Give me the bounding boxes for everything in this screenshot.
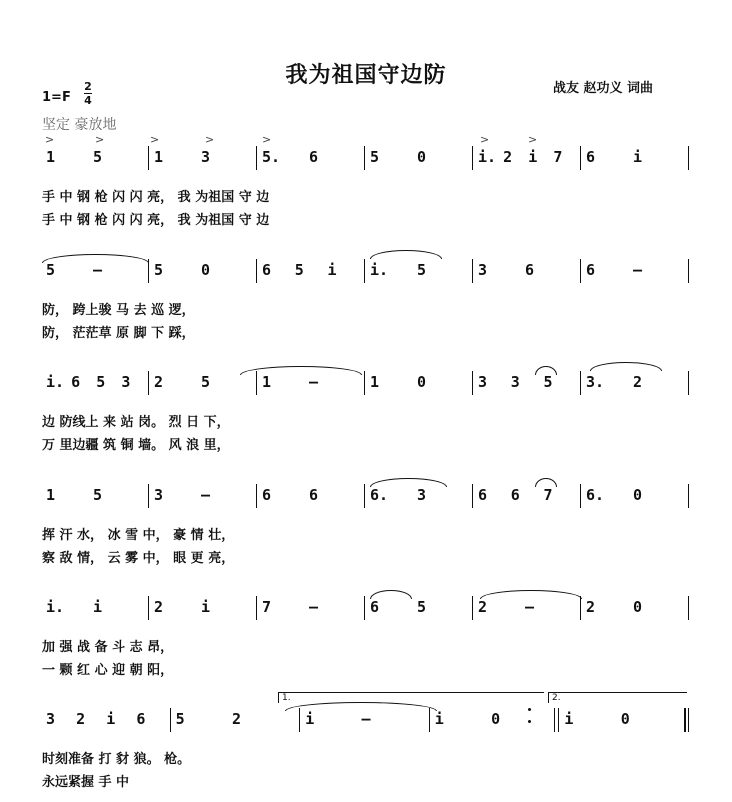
note: 1	[46, 148, 56, 166]
barline	[148, 596, 149, 620]
note: 5	[92, 148, 102, 166]
barline	[364, 371, 365, 395]
note: 3	[478, 261, 488, 279]
note: 7	[553, 148, 563, 166]
barline	[256, 484, 257, 508]
barline	[256, 259, 257, 283]
accent-mark: >	[480, 133, 490, 146]
barline	[472, 371, 473, 395]
note: —	[92, 261, 102, 279]
barline-double	[684, 708, 686, 732]
note: 2	[478, 598, 488, 616]
barline	[472, 596, 473, 620]
barline	[256, 146, 257, 170]
note: 0	[620, 710, 630, 728]
barline	[580, 259, 581, 283]
note: 3	[200, 148, 210, 166]
barline	[429, 708, 430, 732]
barline	[688, 371, 689, 395]
note: 5	[416, 261, 426, 279]
repeat-dot	[528, 720, 531, 723]
note: 1	[154, 148, 164, 166]
note: i	[305, 710, 315, 728]
note: 5	[175, 710, 185, 728]
lyric-line-2: 察 敌 情， 云 雾 中， 眼 更 亮，	[42, 551, 235, 566]
note: 6	[308, 148, 318, 166]
barline	[688, 596, 689, 620]
note: 2	[586, 598, 596, 616]
barline	[148, 484, 149, 508]
volta-first: 1.	[278, 692, 544, 703]
lyric-line-2: 手 中 钢 枪 闪 闪 亮， 我 为祖国 守 边	[42, 213, 270, 228]
lyric-line-2: 永远紧握 手 中	[42, 775, 130, 790]
note: i	[327, 261, 337, 279]
tie-slur	[590, 362, 662, 371]
meter-top: 2	[84, 80, 92, 93]
barline	[580, 371, 581, 395]
note: 1	[262, 373, 272, 391]
note: 2	[76, 710, 86, 728]
note: 6.	[370, 486, 389, 504]
note: 3.	[586, 373, 605, 391]
note: i	[632, 148, 642, 166]
barline	[580, 596, 581, 620]
note: i	[564, 710, 574, 728]
time-signature	[84, 80, 92, 107]
accent-mark: >	[45, 133, 55, 146]
lyric-line-2: 防， 茫茫草 原 脚 下 踩，	[42, 326, 195, 341]
tempo-marking: 坚定 豪放地	[42, 117, 117, 133]
note: 5	[92, 486, 102, 504]
tie-slur	[370, 478, 447, 487]
note: 6	[586, 261, 596, 279]
note: 5	[200, 373, 210, 391]
note: 5	[370, 148, 380, 166]
lyric-line-2: 万 里边疆 筑 铜 墙。 风 浪 里，	[42, 438, 230, 453]
note: 2	[154, 598, 164, 616]
note: 6	[510, 486, 520, 504]
volta-second: 2.	[548, 692, 687, 703]
note: 5	[416, 598, 426, 616]
tie-slur	[370, 250, 442, 259]
tie-slur	[285, 702, 437, 711]
lyric-line-1: 防， 跨上骏 马 去 巡 逻，	[42, 303, 195, 318]
note: 5	[46, 261, 56, 279]
note: 3	[154, 486, 164, 504]
note: i	[528, 148, 538, 166]
note: 6	[370, 598, 380, 616]
note: 1	[370, 373, 380, 391]
note: 6	[136, 710, 146, 728]
note: —	[308, 373, 318, 391]
note: 2	[154, 373, 164, 391]
note: 2	[503, 148, 513, 166]
note: 5.	[262, 148, 281, 166]
barline	[580, 146, 581, 170]
note: 3	[478, 373, 488, 391]
note: —	[308, 598, 318, 616]
note: —	[632, 261, 642, 279]
note: i.	[46, 598, 65, 616]
barline	[148, 371, 149, 395]
barline	[472, 146, 473, 170]
note: i.	[46, 373, 65, 391]
barline	[472, 484, 473, 508]
barline	[299, 708, 300, 732]
note: 0	[491, 710, 501, 728]
tie-slur	[480, 590, 582, 599]
key-signature: 1=F	[42, 90, 71, 105]
note: i	[92, 598, 102, 616]
tie-slur	[535, 366, 557, 375]
note: 3	[416, 486, 426, 504]
barline	[558, 708, 559, 732]
barline	[688, 259, 689, 283]
page-title: 我为祖国守边防	[285, 63, 447, 88]
note: 6	[524, 261, 534, 279]
barline	[688, 708, 689, 732]
note: 6	[478, 486, 488, 504]
lyric-line-1: 手 中 钢 枪 闪 闪 亮， 我 为祖国 守 边	[42, 190, 270, 205]
barline	[364, 596, 365, 620]
barline	[148, 146, 149, 170]
accent-mark: >	[150, 133, 160, 146]
note: 5	[154, 261, 164, 279]
tie-slur	[370, 590, 412, 599]
crescendo-slur	[42, 254, 149, 263]
note: i	[434, 710, 444, 728]
barline	[256, 596, 257, 620]
lyric-line-1: 时刻准备 打 豺 狼。 枪。	[42, 752, 191, 767]
barline	[580, 484, 581, 508]
note: 3	[46, 710, 56, 728]
repeat-dot	[528, 708, 531, 711]
note: i	[200, 598, 210, 616]
accent-mark: >	[205, 133, 215, 146]
note: 6	[262, 261, 272, 279]
barline	[364, 146, 365, 170]
note: i.	[478, 148, 497, 166]
note: 5	[294, 261, 304, 279]
note: 6	[586, 148, 596, 166]
note: 2	[632, 373, 642, 391]
note: 1	[46, 486, 56, 504]
lyric-line-1: 边 防线上 来 站 岗。 烈 日 下，	[42, 415, 230, 430]
note: 0	[416, 373, 426, 391]
note: —	[200, 486, 210, 504]
barline	[364, 259, 365, 283]
note: 7	[543, 486, 553, 504]
barline	[688, 146, 689, 170]
barline-double	[554, 708, 555, 732]
note: 5	[543, 373, 553, 391]
note: 7	[262, 598, 272, 616]
note: 0	[632, 486, 642, 504]
note: i	[106, 710, 116, 728]
accent-mark: >	[95, 133, 105, 146]
barline	[364, 484, 365, 508]
note: 3	[510, 373, 520, 391]
note: 6	[71, 373, 81, 391]
lyric-line-1: 挥 汗 水， 冰 雪 中， 豪 情 壮，	[42, 528, 235, 543]
accent-mark: >	[262, 133, 272, 146]
note: 6.	[586, 486, 605, 504]
note: —	[361, 710, 371, 728]
lyric-line-2: 一 颗 红 心 迎 朝 阳，	[42, 663, 174, 678]
note: 0	[632, 598, 642, 616]
note: 5	[96, 373, 106, 391]
credit-text: 战友 赵功义 词曲	[553, 81, 654, 96]
accent-mark: >	[528, 133, 538, 146]
barline	[472, 259, 473, 283]
note: 6	[262, 486, 272, 504]
lyric-line-1: 加 强 战 备 斗 志 昂，	[42, 640, 174, 655]
tie-slur	[240, 366, 362, 375]
note: —	[524, 598, 534, 616]
note: 0	[416, 148, 426, 166]
note: i.	[370, 261, 389, 279]
note: 2	[231, 710, 241, 728]
note: 0	[200, 261, 210, 279]
tie-slur	[535, 478, 557, 487]
note: 6	[308, 486, 318, 504]
note: 3	[121, 373, 131, 391]
barline	[170, 708, 171, 732]
barline	[688, 484, 689, 508]
meter-bottom: 4	[84, 94, 92, 107]
